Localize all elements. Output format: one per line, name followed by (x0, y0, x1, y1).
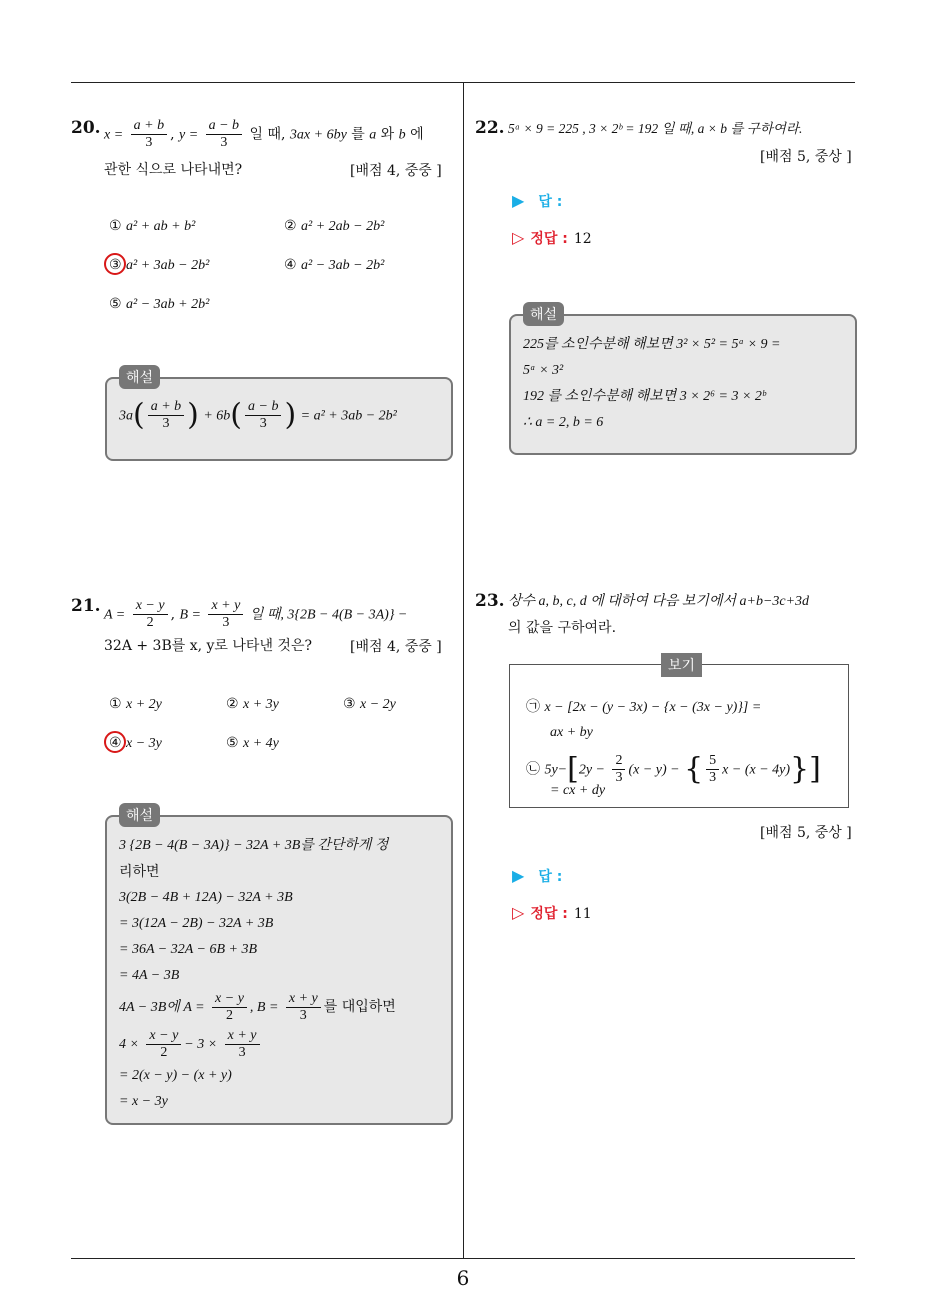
q21-expl-line-3: 3(2B − 4B + 12A) − 32A + 3B (119, 890, 293, 905)
question-21-number: 21. (71, 596, 101, 616)
bogi-item-2-mark: ㉡ (526, 761, 540, 778)
q22-correct-label: 정답 : (530, 231, 568, 247)
q21-expl-line-2: 리하면 (119, 864, 160, 880)
q21-expl-line-6: = 4A − 3B (119, 968, 180, 983)
play-triangle-icon: ▶ (512, 191, 525, 210)
q22-answer-label: 답 : (538, 194, 563, 210)
question-20-score: [배점 4, 중중 ] (350, 163, 442, 179)
play-triangle-icon: ▶ (512, 866, 525, 885)
q20-explanation-line: 3a( $\frac{a + b}{3}$ ) + 6b( $\frac{a - b}{3}$ ) = a² + 3ab − 2b² (119, 397, 397, 433)
bogi-item-2-line1: ㉡ 5y−[2y − $\frac{2}{3}$ (x − y) − { $\frac{5}{3}$ x − (x − 4y)}] (526, 751, 821, 787)
q21-expl-line-10: = x − 3y (119, 1094, 168, 1109)
page-number: 6 (456, 1266, 470, 1290)
question-23-number: 23. (475, 591, 505, 611)
q23-correct-label: 정답 : (530, 906, 568, 922)
q22-correct-value: 12 (573, 231, 592, 247)
explanation-tag: 해설 (119, 365, 160, 389)
q21-choice-2[interactable]: ② x + 3y (226, 696, 279, 712)
q20-explanation-box (105, 370, 453, 461)
bogi-item-1-line2: ax + by (550, 725, 593, 740)
q22-explanation-box (509, 307, 857, 455)
q21-expl-line-9: = 2(x − y) − (x + y) (119, 1068, 232, 1083)
q21-expl-line-1: 3 {2B − 4(B − 3A)} − 32A + 3B를 간단하게 정 (119, 838, 389, 853)
q22-expl-line-2: 5ᵃ × 3² (523, 363, 564, 378)
q20-choice-4[interactable]: ④ a² − 3ab − 2b² (284, 257, 385, 273)
question-20-number: 20. (71, 118, 101, 138)
q21-expl-line-4: = 3(12A − 2B) − 32A + 3B (119, 916, 274, 931)
question-23-score: [배점 5, 중상 ] (760, 825, 852, 841)
question-22-score: [배점 5, 중상 ] (760, 149, 852, 165)
q22-correct-row (512, 228, 592, 248)
question-21-line2: 32A + 3B를 x, y로 나타낸 것은? (104, 638, 312, 654)
q20-choice-3[interactable]: ③ a² + 3ab − 2b² (109, 257, 210, 273)
question-22-line1: 5ᵃ × 9 = 225 , 3 × 2ᵇ = 192 일 때, a × b 를 구하여라. (508, 121, 803, 136)
question-20-line1: x = $\frac{a + b}{3}$ , y = $\frac{a - b}{3}$ 일 때, 3ax + 6by 를 a 와 b 에 (104, 118, 424, 150)
q21-choice-1[interactable]: ① x + 2y (109, 696, 162, 712)
q23-correct-row (512, 903, 592, 923)
q23-correct-value: 11 (573, 906, 592, 922)
bogi-item-1-mark: ㉠ (526, 699, 540, 715)
q22-expl-line-4: ∴ a = 2, b = 6 (523, 415, 604, 430)
q21-choice-3[interactable]: ③ x − 2y (343, 696, 396, 712)
q20-choice-2[interactable]: ② a² + 2ab − 2b² (284, 218, 385, 234)
question-23-line2: 의 값을 구하여라. (508, 620, 617, 636)
q21-expl-line-5: = 36A − 32A − 6B + 3B (119, 942, 257, 957)
q22-expl-line-1: 225를 소인수분해 해보면 3² × 5² = 5ᵃ × 9 = (523, 337, 781, 352)
explanation-tag: 해설 (119, 803, 160, 827)
question-21-line1: A = $\frac{x - y}{2}$ , B = $\frac{x + y}{3}$ 일 때, 3{2B − 4(B − 3A)} − (104, 598, 408, 630)
q21-explanation-box (105, 808, 453, 1125)
bogi-tag: 보기 (661, 653, 702, 677)
question-22-number: 22. (475, 118, 505, 138)
explanation-tag: 해설 (523, 302, 564, 326)
q20-choice-1[interactable]: ① a² + ab + b² (109, 218, 196, 234)
outline-triangle-icon: ▷ (512, 228, 525, 247)
bogi-item-1-line1: ㉠ x − [2x − (y − 3x) − {x − (3x − y)}] = (526, 699, 762, 715)
q22-answer-row[interactable] (512, 191, 562, 211)
question-20-line2: 관한 식으로 나타내면? (104, 162, 243, 178)
bogi-item-2-line2: = cx + dy (550, 783, 606, 798)
question-21-score: [배점 4, 중중 ] (350, 639, 442, 655)
q23-answer-label: 답 : (538, 869, 563, 885)
question-23-line1: 상수 a, b, c, d 에 대하여 다음 보기에서 a+b−3c+3d (508, 594, 810, 609)
q20-choice-5[interactable]: ⑤ a² − 3ab + 2b² (109, 296, 210, 312)
q21-expl-line-8: 4 × $\frac{x - y}{2}$ − 3 × $\frac{x + y}{3}$ (119, 1026, 439, 1063)
q21-choice-5[interactable]: ⑤ x + 4y (226, 735, 279, 751)
q22-expl-line-3: 192 를 소인수분해 해보면 3 × 2⁶ = 3 × 2ᵇ (523, 389, 766, 404)
outline-triangle-icon: ▷ (512, 903, 525, 922)
bogi-box (509, 658, 849, 808)
bottom-rule (71, 1258, 855, 1259)
column-divider (463, 83, 464, 1259)
q21-expl-line-7: 4A − 3B에 A = $\frac{x - y}{2}$ , B = $\frac{x + y}{3}$ 를 대입하면 (119, 990, 396, 1023)
q23-answer-row[interactable] (512, 866, 562, 886)
q21-choice-4[interactable]: ④ x − 3y (109, 735, 162, 751)
